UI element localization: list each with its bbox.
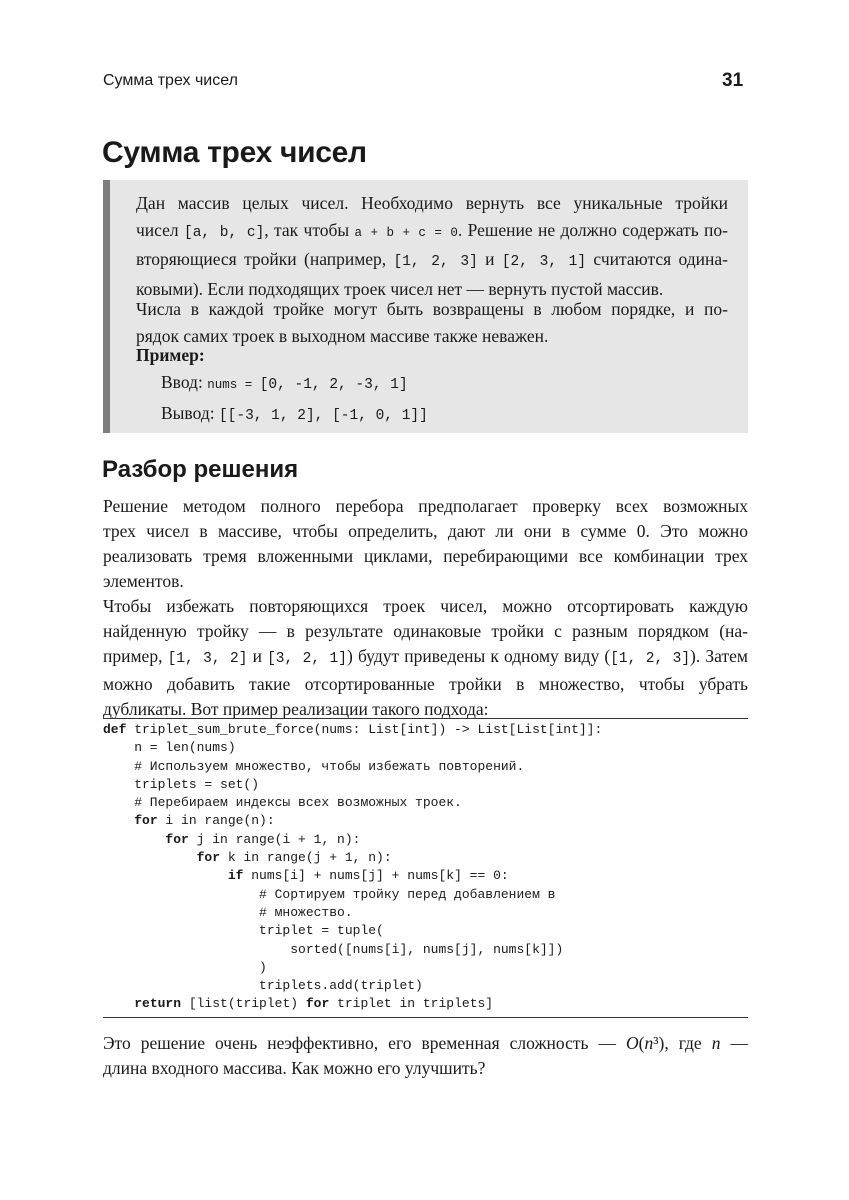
input-value: [0, -1, 2, -3, 1] — [259, 377, 408, 393]
code-line — [103, 941, 748, 959]
text-segment: и — [247, 646, 268, 666]
code-text: i in range(n): — [157, 813, 275, 829]
section-heading: Разбор решения — [102, 456, 299, 483]
input-label: Ввод: — [161, 372, 208, 392]
code-keyword: def — [103, 722, 127, 737]
inline-code: [1, 2, 3] — [610, 651, 691, 667]
running-header-title: Сумма трех чисел — [103, 72, 238, 89]
code-text: # Сортируем тройку перед добавлением в — [103, 886, 556, 902]
text-line — [103, 1031, 748, 1056]
text-line — [103, 1056, 748, 1081]
text-segment: Дан массив целых чисел. Необходимо вернуть все уникальные тройки — [136, 193, 728, 213]
code-keyword: for — [305, 996, 330, 1012]
code-text — [103, 996, 134, 1011]
text-segment: . Решение не должно содержать по- — [457, 219, 728, 240]
text-segment: элементов. — [103, 571, 184, 591]
code-line — [103, 831, 748, 849]
code-text: # Перебираем индексы всех возможных троек. — [103, 795, 462, 811]
text-line — [136, 246, 728, 276]
text-segment: трех чисел в массиве, чтобы определить, дают ли они в сумме 0. Это можно — [103, 521, 748, 541]
text-segment: считаются одина- — [586, 249, 728, 269]
text-line — [103, 594, 748, 619]
text-segment: рядок самих троек в выходном массиве также неважен. — [136, 325, 549, 346]
text-segment: чисел — [136, 219, 185, 240]
text-segment: Решение методом полного перебора предполагает проверку всех возможных — [103, 496, 748, 516]
code-keyword: for — [165, 831, 189, 847]
output-value: [[-3, 1, 2], [-1, 0, 1]] — [218, 408, 428, 424]
text-segment: реализовать тремя вложенными циклами, перебирающими все комбинации трех — [103, 546, 748, 566]
code-line — [103, 776, 748, 794]
code-line — [103, 794, 748, 812]
code-line — [103, 904, 748, 922]
code-line — [103, 922, 748, 940]
code-line — [103, 886, 748, 904]
text-segment: Это решение очень неэффективно, его временная сложность — — [103, 1033, 627, 1053]
text-segment: ( — [638, 1033, 645, 1053]
example-label: Пример: — [136, 345, 205, 365]
code-text: ) — [103, 959, 267, 975]
text-segment: длина входного массива. Как можно его улучшить? — [103, 1058, 486, 1078]
text-line — [103, 672, 748, 697]
inline-code: [2, 3, 1] — [501, 254, 587, 270]
text-line — [103, 494, 748, 519]
code-line — [103, 849, 748, 867]
text-line — [103, 544, 748, 569]
output-label: Вывод: — [161, 403, 219, 423]
code-line — [103, 995, 748, 1013]
text-line — [103, 619, 748, 644]
code-text: k in range(j + 1, n): — [220, 850, 392, 866]
code-line — [103, 959, 748, 977]
inline-code: [1, 2, 3] — [393, 254, 478, 270]
text-segment: можно добавить такие отсортированные тройки в множество, чтобы убрать — [103, 674, 748, 694]
math-var: O — [626, 1033, 639, 1053]
example-output — [136, 399, 728, 430]
code-text: nums[i] + nums[j] + nums[k] == 0: — [243, 868, 509, 884]
text-line — [103, 569, 748, 594]
code-text: n = len(nums) — [103, 740, 236, 756]
example-input — [136, 368, 728, 399]
text-segment: ковыми). Если подходящих троек чисел нет — вернуть пустой массив. — [136, 278, 664, 299]
code-text — [103, 813, 134, 828]
code-text: triplet in triplets] — [329, 996, 494, 1012]
code-line — [103, 977, 748, 995]
math-var: n — [644, 1033, 654, 1053]
code-text: triplet = tuple( — [103, 923, 384, 939]
code-keyword: for — [196, 850, 221, 866]
code-keyword: if — [227, 868, 244, 884]
text-line — [136, 217, 728, 247]
page-number: 31 — [722, 70, 744, 91]
text-segment: ). Затем — [690, 646, 748, 666]
text-line — [103, 644, 748, 672]
body-paragraph-2 — [103, 594, 748, 722]
body-paragraph-1 — [103, 494, 748, 594]
page-title: Сумма трех чисел — [102, 136, 367, 169]
text-segment: , так чтобы — [264, 219, 355, 240]
code-line — [103, 721, 748, 739]
code-text: triplet_sum_brute_force(nums: List[int]) -> List[List[int]]: — [126, 722, 603, 737]
code-text: # множество. — [103, 904, 353, 920]
text-segment: — — [720, 1033, 748, 1053]
code-line — [103, 812, 748, 830]
code-text: triplets = set() — [103, 776, 260, 792]
text-segment: Чтобы избежать повторяющихся троек чисел, можно отсортировать каждую — [103, 596, 748, 616]
text-segment: и — [477, 249, 502, 269]
inline-code: [a, b, c] — [184, 224, 265, 241]
text-segment: Числа в каждой тройке могут быть возвращены в любом порядке, и по- — [136, 299, 728, 319]
code-line — [103, 758, 748, 776]
code-text: [list(triplet) — [181, 996, 306, 1012]
text-segment: найденную тройку — в результате одинаковые тройки с разным порядком (на- — [103, 621, 748, 641]
text-line — [136, 190, 728, 217]
code-text: triplets.add(triplet) — [103, 978, 423, 994]
text-segment: пример, — [103, 646, 168, 666]
code-line — [103, 739, 748, 757]
task-statement-box — [103, 180, 748, 433]
code-keyword: for — [134, 813, 158, 829]
inline-code: a + b + c = 0 — [354, 225, 458, 240]
text-segment: ³), где — [653, 1033, 712, 1053]
math-var: n — [711, 1033, 721, 1053]
code-text — [103, 850, 197, 865]
code-text — [103, 868, 228, 883]
inline-code: [3, 2, 1] — [267, 651, 347, 667]
code-keyword: return — [134, 996, 182, 1012]
input-var: nums = — [207, 378, 260, 392]
task-paragraph-1 — [136, 190, 728, 302]
body-paragraph-3 — [103, 1031, 748, 1081]
text-line — [136, 296, 728, 323]
example-block — [136, 342, 728, 430]
inline-code: [1, 3, 2] — [167, 651, 248, 667]
text-segment: дубликаты. Вот пример реализации такого подхода: — [103, 699, 489, 719]
code-text — [103, 832, 165, 847]
code-text: j in range(i + 1, n): — [188, 831, 361, 847]
code-text: sorted([nums[i], nums[j], nums[k]]) — [103, 941, 564, 957]
text-line — [103, 519, 748, 544]
text-segment: ) будут приведены к одному виду ( — [346, 646, 611, 666]
text-segment: вторяющиеся тройки (например, — [136, 249, 394, 269]
code-listing — [103, 718, 748, 1018]
code-line — [103, 867, 748, 885]
code-text: # Используем множество, чтобы избежать повторений. — [103, 758, 525, 774]
